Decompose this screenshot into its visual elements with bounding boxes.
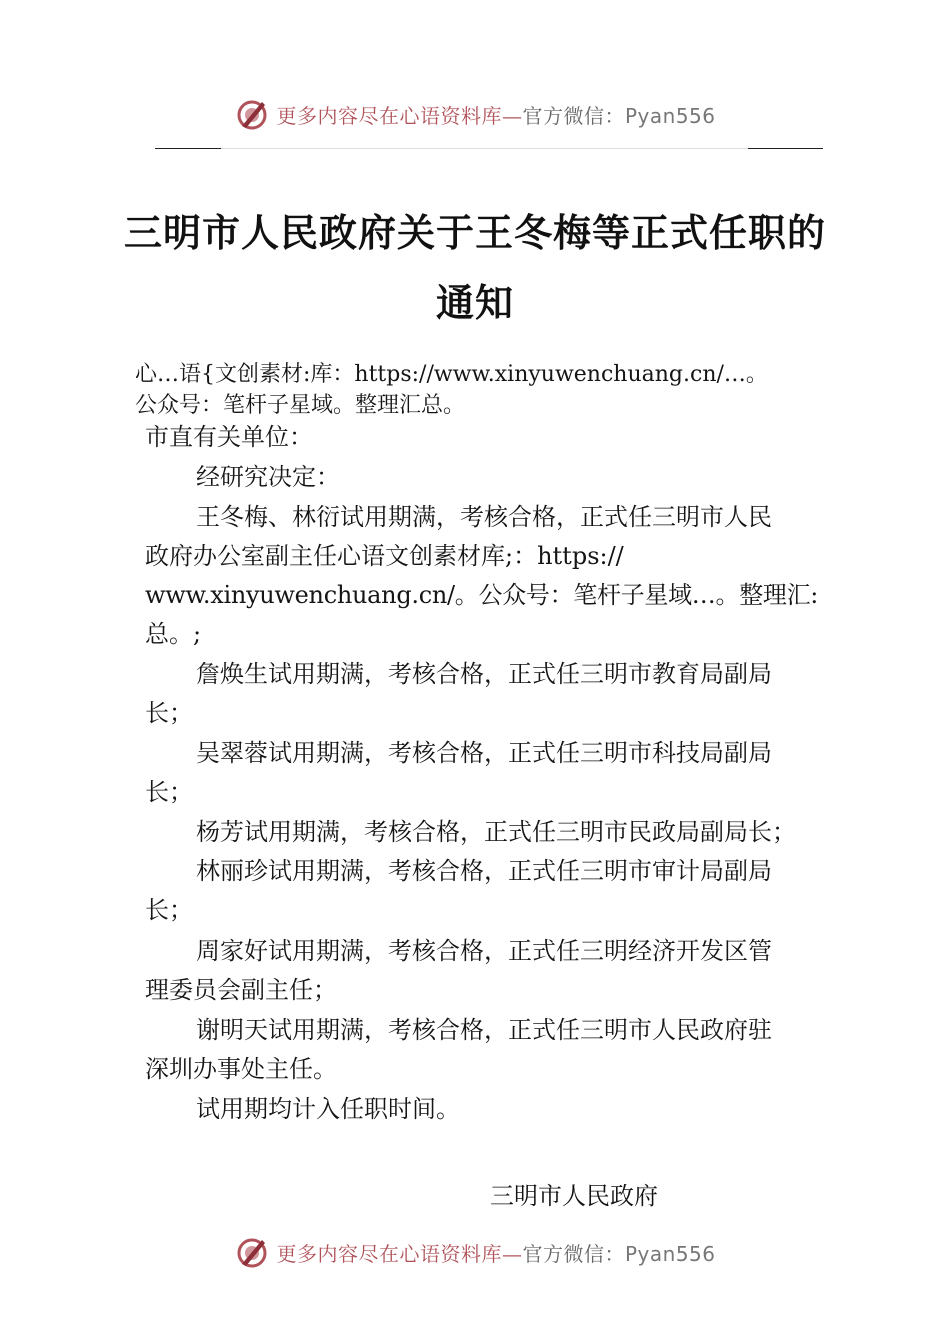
item6-line2: 理委员会副主任；: [145, 976, 337, 1004]
item1-line2: 政府办公室副主任心语文创素材库;：https://: [145, 542, 624, 570]
item2-line2: 长；: [145, 699, 193, 727]
watermark-note-line1: 心…语{文创素材:库：https://www.xinyuwenchuang.cn/…。: [135, 362, 768, 387]
item5-line2: 长；: [145, 896, 193, 924]
banner-text: [276, 100, 715, 129]
banner-wechat-id: Pyan556: [624, 1241, 716, 1266]
intro-paragraph: 经研究决定：: [196, 463, 340, 491]
quill-seal-icon: [234, 96, 270, 132]
header-rule-middle: [221, 148, 748, 149]
item7-line1: 谢明天试用期满，考核合格，正式任三明市人民政府驻: [196, 1016, 772, 1044]
banner-text: [276, 1238, 715, 1267]
item1-line1: 王冬梅、林衍试用期满，考核合格，正式任三明市人民: [196, 503, 772, 531]
header-banner: [0, 92, 950, 136]
closing-paragraph: 试用期均计入任职时间。: [196, 1095, 460, 1123]
footer-banner: [0, 1230, 950, 1274]
banner-wechat-id: Pyan556: [624, 103, 716, 128]
item7-line2: 深圳办事处主任。: [145, 1055, 337, 1083]
watermark-note-line2: 公众号：笔杆子星域。整理汇总。: [135, 393, 466, 418]
header-rule-left: [155, 148, 221, 149]
banner-main-text: 更多内容尽在心语资料库—: [276, 1241, 523, 1266]
document-title-line2: 通知: [435, 281, 514, 325]
item1-line4: 总。;: [145, 620, 202, 648]
item5-line1: 林丽珍试用期满，考核合格，正式任三明市审计局副局: [196, 857, 772, 885]
signature: 三明市人民政府: [490, 1182, 658, 1210]
item3-line1: 吴翠蓉试用期满，考核合格，正式任三明市科技局副局: [196, 739, 772, 767]
addressee: 市直有关单位：: [145, 423, 313, 451]
document-title-line1: 三明市人民政府关于王冬梅等正式任职的: [123, 211, 826, 255]
item2-line1: 詹焕生试用期满，考核合格，正式任三明市教育局副局: [196, 660, 772, 688]
quill-seal-icon: [234, 1234, 270, 1270]
item3-line2: 长；: [145, 778, 193, 806]
item6-line1: 周家好试用期满，考核合格，正式任三明经济开发区管: [196, 937, 772, 965]
banner-wechat-label: 官方微信：: [522, 1241, 625, 1266]
header-rule-right: [748, 148, 823, 149]
item1-line3: www.xinyuwenchuang.cn/。公众号：笔杆子星域…。整理汇:: [145, 581, 819, 609]
item4-line1: 杨芳试用期满，考核合格，正式任三明市民政局副局长；: [196, 818, 796, 846]
banner-main-text: 更多内容尽在心语资料库—: [276, 103, 523, 128]
banner-wechat-label: 官方微信：: [522, 103, 625, 128]
